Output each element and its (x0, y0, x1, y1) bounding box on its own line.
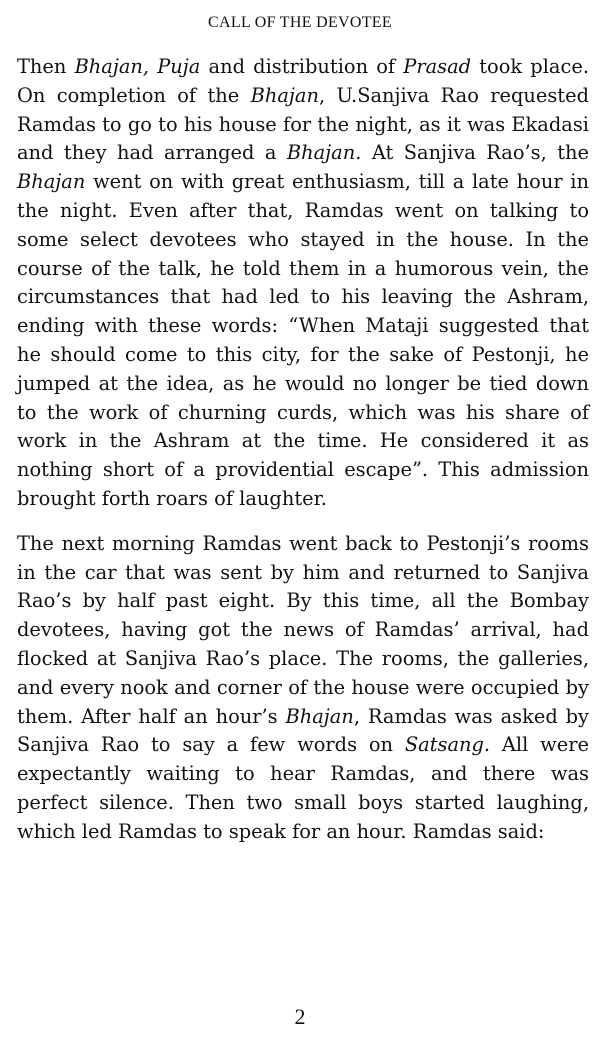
paragraph-1 (17, 53, 589, 514)
text-run: , U.Sanjiva Rao requested Ramdas to go to his house for the night, as it was Ekadasi and they had arranged a (17, 83, 589, 165)
text-run: took place. On completion of the (17, 55, 589, 107)
text-run: , Ramdas was asked by Sanjiva Rao to say a few words on (17, 704, 589, 757)
italic-term: Bhajan (285, 704, 354, 728)
page-number: 2 (294, 1004, 306, 1029)
italic-term: Bhajan, Puja (74, 55, 201, 78)
text-run: All were expectantly waiting to hear Ramdas, and there was perfect silence. Then two small boys started laughing, which led Ramdas to speak for an hour. Ramdas said: (17, 733, 589, 843)
text-run: Then (17, 55, 75, 78)
italic-term: Prasad (403, 55, 472, 78)
italic-term: Bhajan. (286, 141, 362, 165)
text-run: The next morning Ramdas went back to Pestonji’s rooms in the car that was sent by him and returned to Sanjiva Rao’s by half past eight. By this time, all the Bombay devotees, having got the news of Ramdas’ arrival, had flocked at Sanjiva Rao’s place. The rooms, the galleries, and every nook and corner of the house were occupied by them. After half an hour’s (17, 531, 589, 728)
italic-term: Bhajan (17, 170, 86, 194)
running-header: CALL OF THE DEVOTEE (208, 14, 392, 31)
paragraph-2 (17, 530, 589, 847)
text-run: went on with great enthusiasm, till a late hour in the night. Even after that, Ramdas went on talking to some select devotees who stayed in the house. In the course of the talk, he told them in a humorous vein, the circumstances that had led to his leaving the Ashram, ending with these words: “When Mataji suggested that he should come to this city, for the sake of Pestonji, he jumped at the idea, as he would no longer be tied down to the work of churning curds, which was his share of work in the Ashram at the time. He considered it as nothing short of a providential escape”. This admission brought forth roars of laughter. (17, 170, 589, 510)
body-text (17, 53, 589, 847)
text-run: At Sanjiva Rao’s, the (361, 141, 589, 165)
text-run: and distribution of (200, 55, 404, 78)
italic-term: Bhajan (250, 83, 319, 107)
italic-term: Satsang. (404, 733, 491, 757)
